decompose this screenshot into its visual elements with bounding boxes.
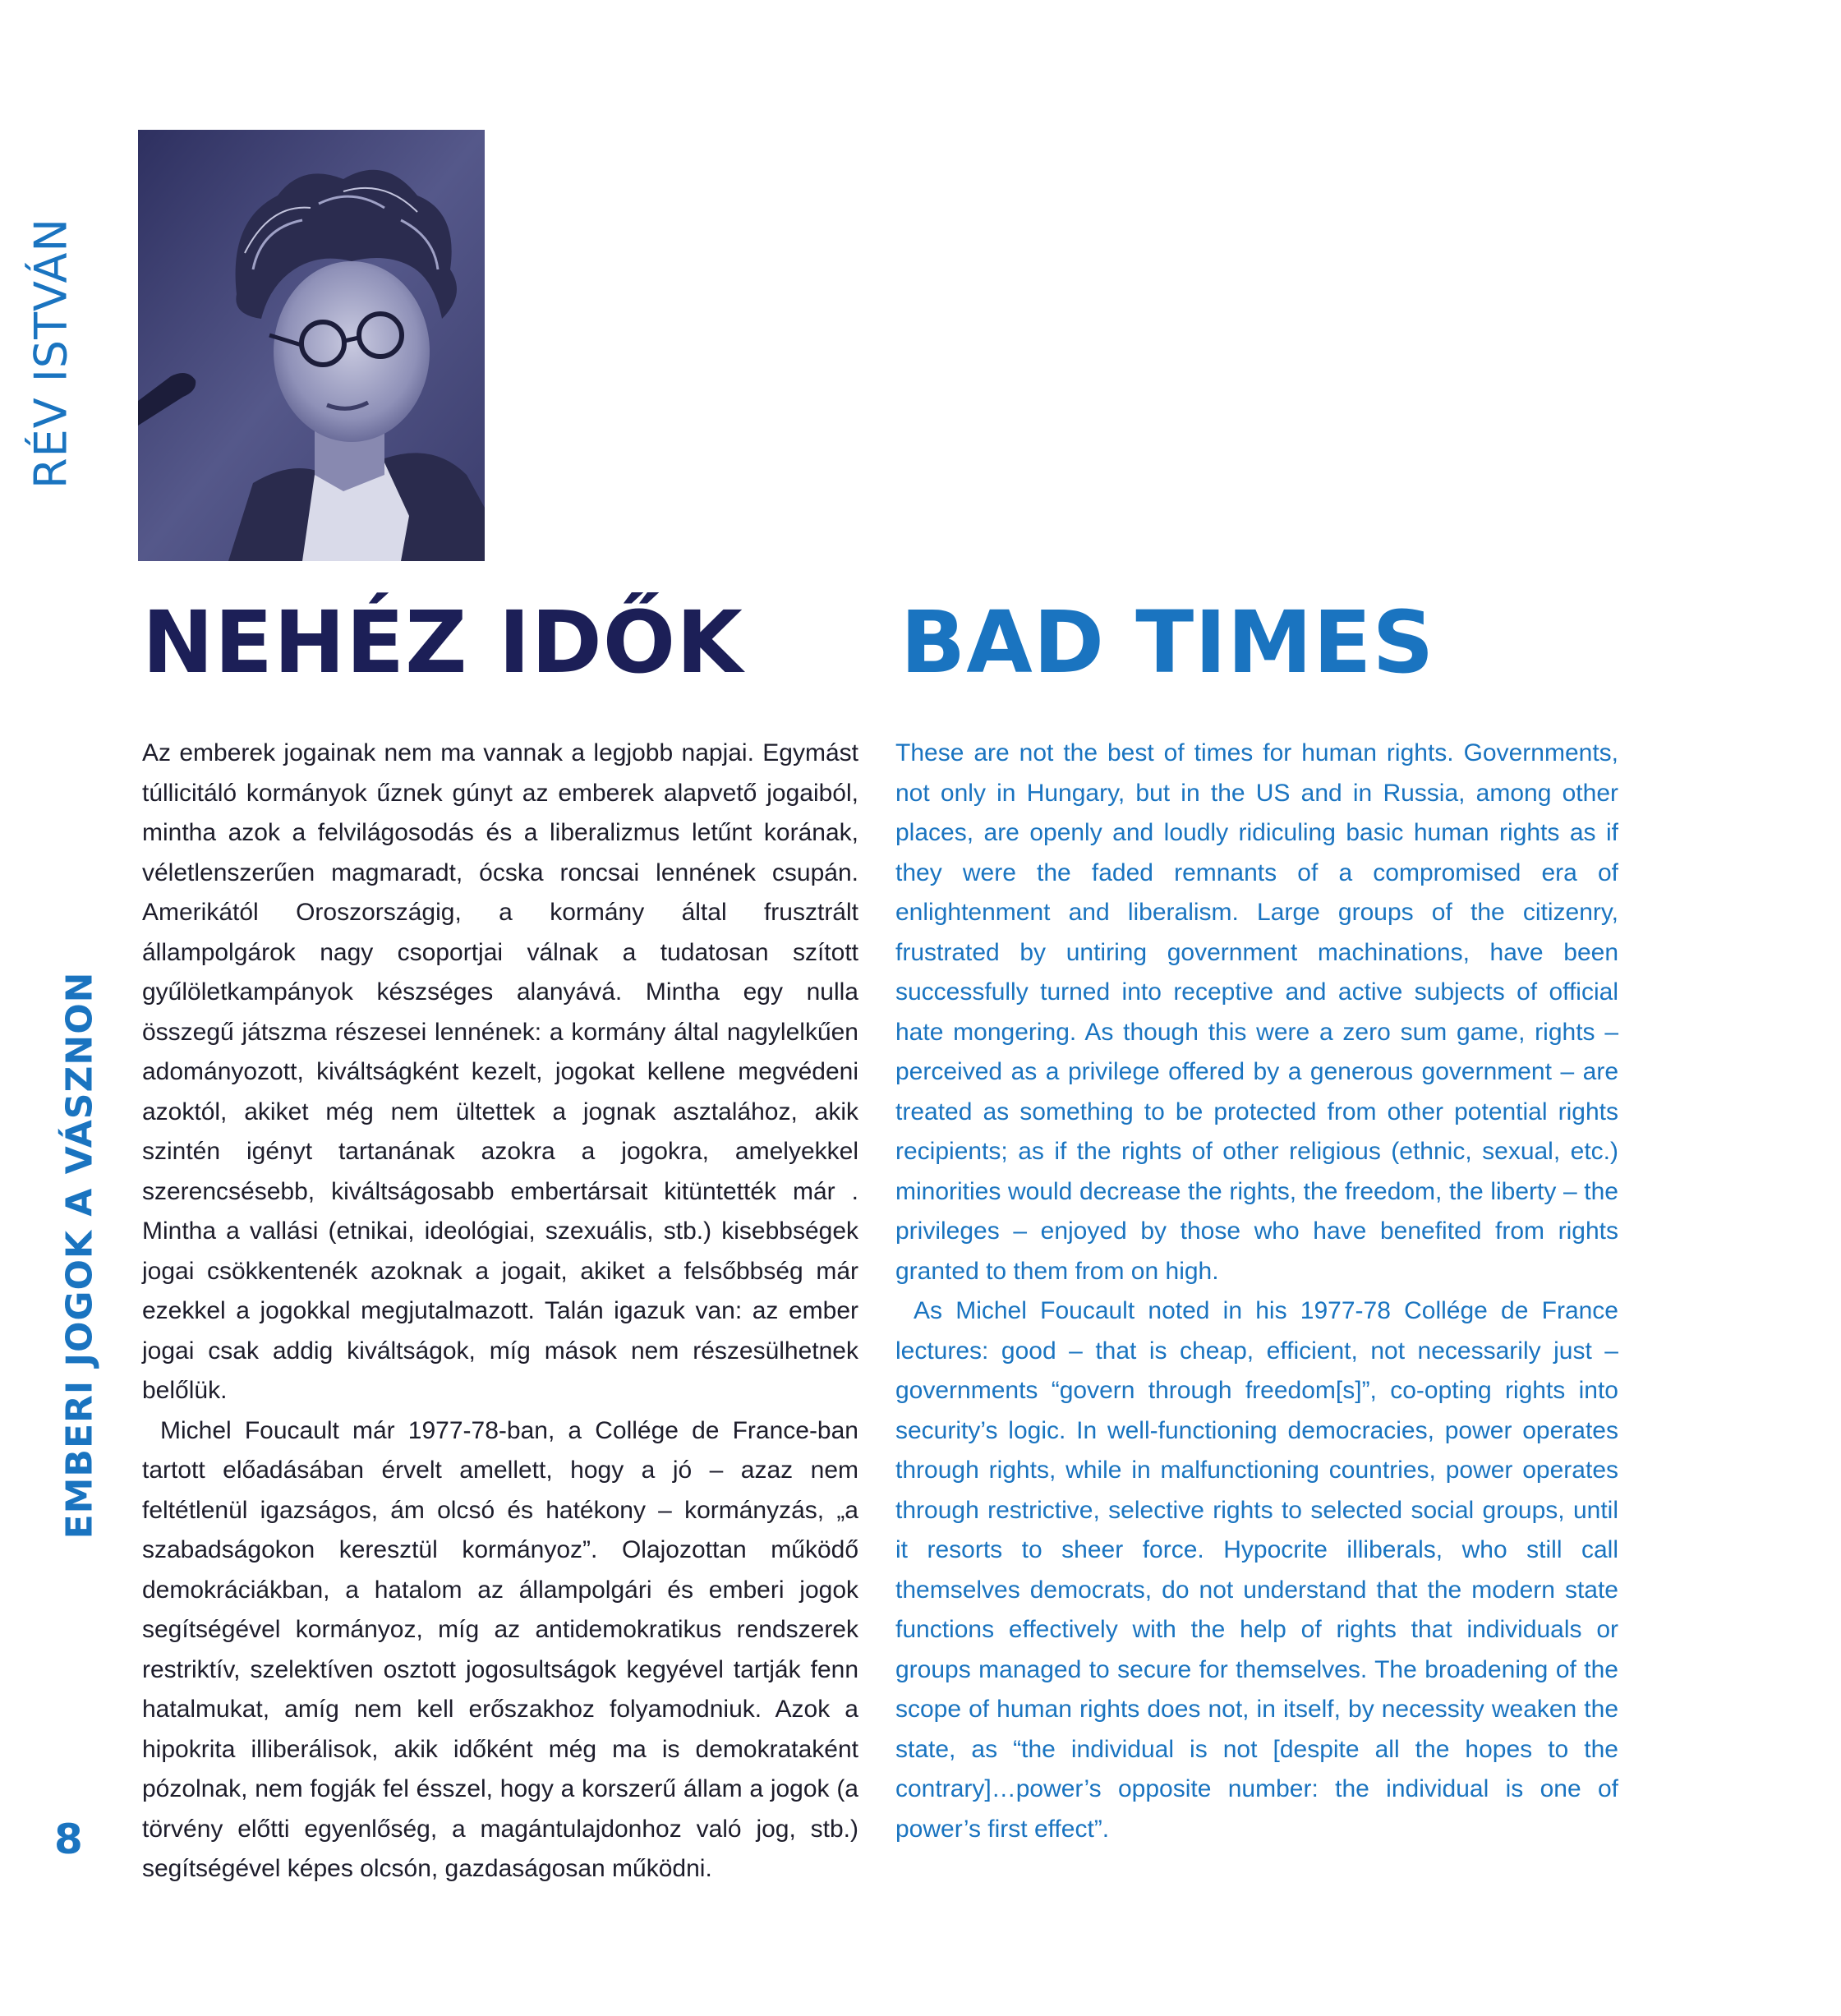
author-name-vertical: RÉV ISTVÁN [25,218,77,489]
hungarian-body [142,734,858,1889]
hungarian-title: NEHÉZ IDŐK [142,592,743,693]
page-number: 8 [54,1816,83,1863]
hungarian-paragraph: Az emberek jogainak nem ma vannak a legjobb napjai. Egymást túllicitáló kormányok űznek gúnyt az emberek alapvető jogaiból, mintha azok a felvilágosodás és a liberalizmus letűnt korának, véletlenszerűen magmaradt, ócska roncsai lennének csupán. Amerikától Oroszországig, a kormány által frusztrált állampolgárok nagy csoportjai válnak a tudatosan szított gyűlöletkampányok készséges alanyává. Mintha egy nulla összegű játszma részesei lennének: a kormány által nagylelkűen adományozott, kiváltságként kezelt, jogokat kellene megvédeni azoktól, akiket még nem ültettek a jognak asztalához, akik szintén igényt tartanának azokra a jogokra, amelyekkel szerencsésebb, kiváltságosabb embertársait kitüntették már . Mintha a vallási (etnikai, ideológiai, szexuális, stb.) kisebbségek jogai csökkentenék azoknak a jogait, akiket a felsőbbség már ezekkel a jogokkal megjutalmazott. Talán igazuk van: az ember jogai csak addig kiváltságok, míg mások nem részesülhetnek belőlük. [142,739,858,1404]
english-paragraph: As Michel Foucault noted in his 1977-78 Collége de France lectures: good – that is cheap, efficient, not necessarily just – governments “govern through freedom[s]”, co-opting rights into security’s logic. In well-functioning democracies, power operates through rights, while in malfunctioning countries, power operates through restrictive, selective rights to selected social groups, until it resorts to sheer force. Hypocrite illiberals, who still call themselves democrats, do not understand that the modern state functions effectively with the help of rights that individuals or groups managed to secure for themselves. The broadening of the scope of human rights does not, in itself, by necessity weaken the state, as “the individual is not [despite all the hopes to the contrary]…power’s opposite number: the individual is one of power’s first effect”. [895,1297,1618,1843]
english-body [895,734,1618,1849]
english-title: BAD TIMES [900,592,1435,693]
section-title-vertical: EMBERI JOGOK A VÁSZNON [58,971,101,1540]
english-paragraph: These are not the best of times for human rights. Governments, not only in Hungary, but in the US and in Russia, among other places, are openly and loudly ridiculing basic human rights as if they were the faded remnants of a compromised era of enlightenment and liberalism. Large groups of the citizenry, frustrated by untiring government machinations, have been successfully turned into receptive and active subjects of official hate mongering. As though this were a zero sum game, rights – perceived as a privilege offered by a generous government – are treated as something to be protected from other potential rights recipients; as if the rights of other religious (ethnic, sexual, etc.) minorities would decrease the rights, the freedom, the liberty – the privileges – enjoyed by those who have benefited from rights granted to them from on high. [895,739,1618,1285]
hungarian-paragraph: Michel Foucault már 1977-78-ban, a Collége de France-ban tartott előadásában érvelt amellett, hogy a jó – azaz nem feltétlenül igazságos, ám olcsó és hatékony – kormányzás, „a szabadságokon keresztül kormányoz”. Olajozottan működő demokráciákban, a hatalom az állampolgári és emberi jogok segítségével kormányoz, míg az antidemokratikus rendszerek restriktív, szelektíven osztott jogosultságok kegyével tartják fenn hatalmukat, amíg nem kell erőszakhoz folyamodniuk. Azok a hipokrita illiberálisok, akik időként még ma is demokrataként pózolnak, nem fogják fel ésszel, hogy a korszerű állam a jogok (a törvény előtti egyenlőség, a magántulajdonhoz való jog, stb.) segítségével képes olcsón, gazdaságosan működni. [142,1416,858,1882]
author-portrait-photo [138,130,485,561]
